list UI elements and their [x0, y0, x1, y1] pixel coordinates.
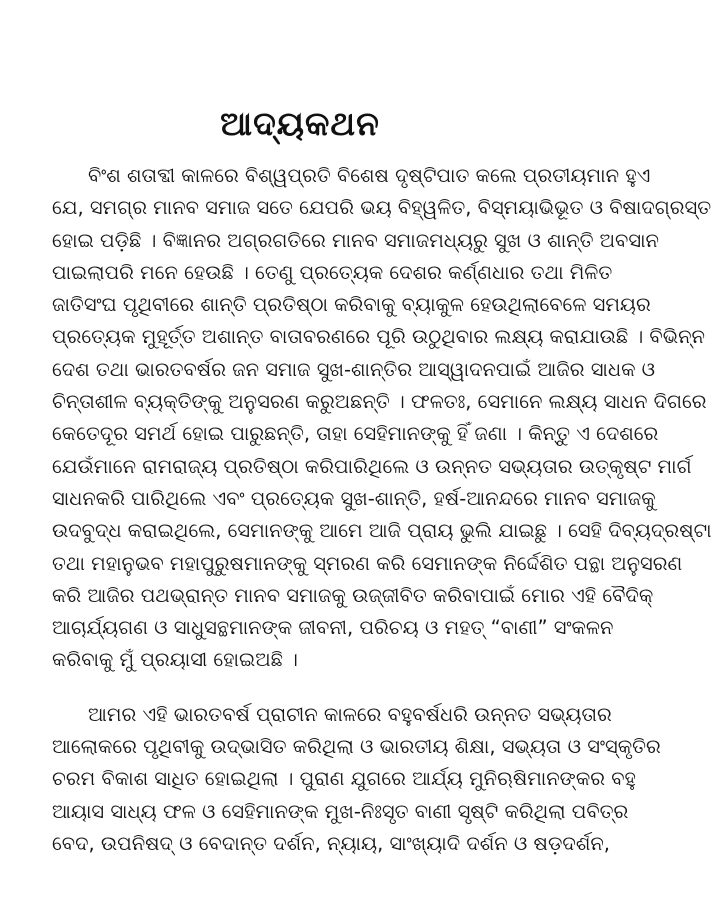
text-line: ଯେ, ସମଗ୍ର ମାନବ ସମାଜ ସତେ ଯେପରି ଭୟ ବିହ୍ୱଳିତ, ବିସ୍ମୟାଭିଭୂତ ଓ ବିଷାଦଗ୍ରସ୍ତ [52, 196, 712, 220]
text-line: ଯେଉଁମାନେ ରାମରାଜ୍ୟ ପ୍ରତିଷ୍ଠା କରିପାରିଥିଲେ ଓ ଉନ୍ନତ ସଭ୍ୟତାର ଉତ୍କୃଷ୍ଟ ମାର୍ଗ [52, 454, 692, 478]
text-line: ବେଦ, ଉପନିଷଦ୍ ଓ ବେଦାନ୍ତ ଦର୍ଶନ, ନ୍ୟାୟ, ସାଂଖ୍ୟାଦି ଦର୍ଶନ ଓ ଷଡ଼ଦର୍ଶନ, [52, 831, 610, 855]
body-text [52, 160, 712, 860]
text-line: ଆଚାର୍ଯ୍ୟଗଣ ଓ ସାଧୁସନ୍ଥମାନଙ୍କ ଜୀବନୀ, ପରିଚୟ ଓ ମହତ୍ “ବାଣୀ” ସଂକଳନ [52, 616, 614, 640]
text-line: କରିବାକୁ ମୁଁ ପ୍ରୟାସୀ ହୋଇଅଛି । [52, 648, 298, 672]
text-line: ପ୍ରତ୍ୟେକ ମୁହୂର୍ତ୍ତ ଅଶାନ୍ତ ବାତାବରଣରେ ପୂରି ଉଠୁଥିବାର ଲକ୍ଷ୍ୟ କରାଯାଉଛି । ବିଭିନ୍ନ [52, 325, 705, 349]
text-line: ହୋଇ ପଡ଼ିଛି । ବିଜ୍ଞାନର ଅଗ୍ରଗତିରେ ମାନବ ସମାଜମଧ୍ୟରୁ ସୁଖ ଓ ଶାନ୍ତି ଅବସାନ [52, 228, 659, 252]
text-line: ସାଧନକରି ପାରିଥିଲେ ଏବଂ ପ୍ରତ୍ୟେକ ସୁଖ-ଶାନ୍ତି, ହର୍ଷ-ଆନନ୍ଦରେ ମାନବ ସମାଜକୁ [52, 486, 656, 510]
page-title: ଆଦ୍ୟକଥନ [220, 104, 380, 143]
text-line: ତଥା ମହାନୁଭବ ମହାପୁରୁଷମାନଙ୍କୁ ସ୍ମରଣ କରି ସେମାନଙ୍କ ନିର୍ଦ୍ଦେଶିତ ପନ୍ଥା ଅନୁସରଣ [52, 551, 683, 575]
text-line: ପାଇଲାପରି ମନେ ହେଉଛି । ତେଣୁ ପ୍ରତ୍ୟେକ ଦେଶର କର୍ଣ୍ଣଧାର ତଥା ମିଳିତ [52, 260, 613, 284]
paragraph-1 [52, 160, 712, 677]
text-line: ଆୟାସ ସାଧ୍ୟ ଫଳ ଓ ସେହିମାନଙ୍କ ମୁଖ-ନିଃସୃତ ବାଣୀ ସୃଷ୍ଟି କରିଥିଲା ପବିତ୍ର [52, 799, 629, 823]
text-line: ଚରମ ବିକାଶ ସାଧିତ ହୋଇଥିଲା । ପୁରାଣ ଯୁଗରେ ଆର୍ଯ୍ୟ ମୁନିଋଷିମାନଙ୍କର ବହୁ [52, 767, 636, 791]
text-line: ଆଲୋକରେ ପୃଥିବୀକୁ ଉଦ୍ଭାସିତ କରିଥିଲା ଓ ଭାରତୀୟ ଶିକ୍ଷା, ସଭ୍ୟତା ଓ ସଂସ୍କୃତିର [52, 735, 661, 759]
text-line: ଦେଶ ତଥା ଭାରତବର୍ଷର ଜନ ସମାଜ ସୁଖ-ଶାନ୍ତିର ଆସ୍ୱାଦନପାଇଁ ଆଜିର ସାଧକ ଓ [52, 357, 656, 381]
text-line: ଜାତିସଂଘ ପୃଥିବୀରେ ଶାନ୍ତି ପ୍ରତିଷ୍ଠା କରିବାକୁ ବ୍ୟାକୁଳ ହେଉଥିଲାବେଳେ ସମୟର [52, 293, 651, 317]
paragraph-2 [52, 699, 661, 860]
text-line: ଚିନ୍ତାଶୀଳ ବ୍ୟକ୍ତିଙ୍କୁ ଅନୁସରଣ କରୁଅଛନ୍ତି । ଫଳତଃ, ସେମାନେ ଲକ୍ଷ୍ୟ ସାଧନ ଦିଗରେ [52, 390, 707, 414]
text-line: ବିଂଶ ଶତାବ୍ଦୀ କାଳରେ ବିଶ୍ୱପ୍ରତି ବିଶେଷ ଦୃଷ୍ଟିପାତ କଲେ ପ୍ରତୀୟମାନ ହୁଏ [88, 164, 651, 187]
paragraph-gap [52, 677, 588, 699]
text-line: କେତେଦୂର ସମର୍ଥ ହୋଇ ପାରୁଛନ୍ତି, ତାହା ସେହିମାନଙ୍କୁ ହିଁ ଜଣା । କିନ୍ତୁ ଏ ଦେଶରେ [52, 422, 659, 446]
text-line: ଆମର ଏହି ଭାରତବର୍ଷ ପ୍ରାଚୀନ କାଳରେ ବହୁବର୍ଷଧରି ଉନ୍ନତ ସଭ୍ୟତାର [88, 702, 612, 726]
text-line: କରି ଆଜିର ପଥଭ୍ରାନ୍ତ ମାନବ ସମାଜକୁ ଉଜ୍ଜୀବିତ କରିବାପାଇଁ ମୋର ଏହି ବୈଦିକ୍ [52, 583, 654, 607]
text-line: ଉଦବୁଦ୍ଧ କରାଇଥିଲେ, ସେମାନଙ୍କୁ ଆମେ ଆଜି ପ୍ରାୟ ଭୁଲି ଯାଇଛୁ । ସେହି ଦିବ୍ୟଦ୍ରଷ୍ଟା [52, 519, 712, 543]
